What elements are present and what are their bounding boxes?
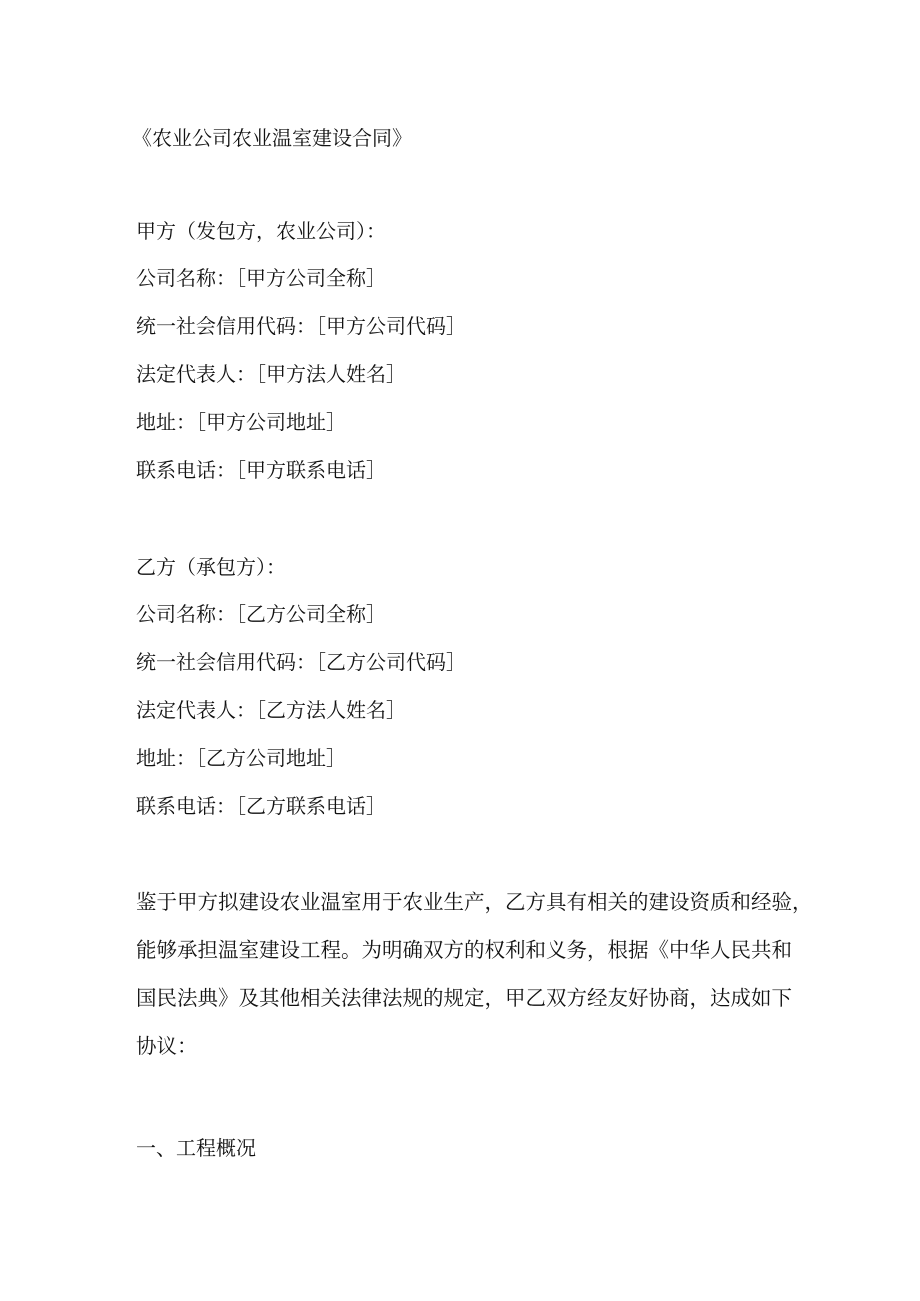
party-b-phone: 联系电话：［乙方联系电话］ [136, 794, 386, 818]
party-a-heading: 甲方（发包方，农业公司）： [136, 219, 386, 243]
contract-title: 《农业公司农业温室建设合同》 [132, 126, 412, 150]
preamble-line: 协议： [136, 1034, 198, 1058]
party-b-legal-rep: 法定代表人：［乙方法人姓名］ [136, 698, 406, 722]
party-b-heading: 乙方（承包方）： [136, 555, 286, 579]
party-a-address: 地址：［甲方公司地址］ [136, 410, 346, 434]
party-a-company-name: 公司名称：［甲方公司全称］ [136, 266, 386, 290]
party-b-credit-code: 统一社会信用代码：［乙方公司代码］ [136, 650, 466, 674]
party-a-credit-code: 统一社会信用代码：［甲方公司代码］ [136, 314, 466, 338]
party-b-company-name: 公司名称：［乙方公司全称］ [136, 602, 386, 626]
section-1-heading: 一、工程概况 [136, 1136, 256, 1160]
party-b-address: 地址：［乙方公司地址］ [136, 746, 346, 770]
preamble-line: 国民法典》及其他相关法律法规的规定，甲乙双方经友好协商，达成如下 [136, 986, 792, 1010]
party-a-legal-rep: 法定代表人：［甲方法人姓名］ [136, 362, 406, 386]
preamble-line: 鉴于甲方拟建设农业温室用于农业生产，乙方具有相关的建设资质和经验， [136, 890, 813, 914]
party-a-phone: 联系电话：［甲方联系电话］ [136, 458, 386, 482]
preamble-line: 能够承担温室建设工程。为明确双方的权利和义务，根据《中华人民共和 [136, 938, 792, 962]
